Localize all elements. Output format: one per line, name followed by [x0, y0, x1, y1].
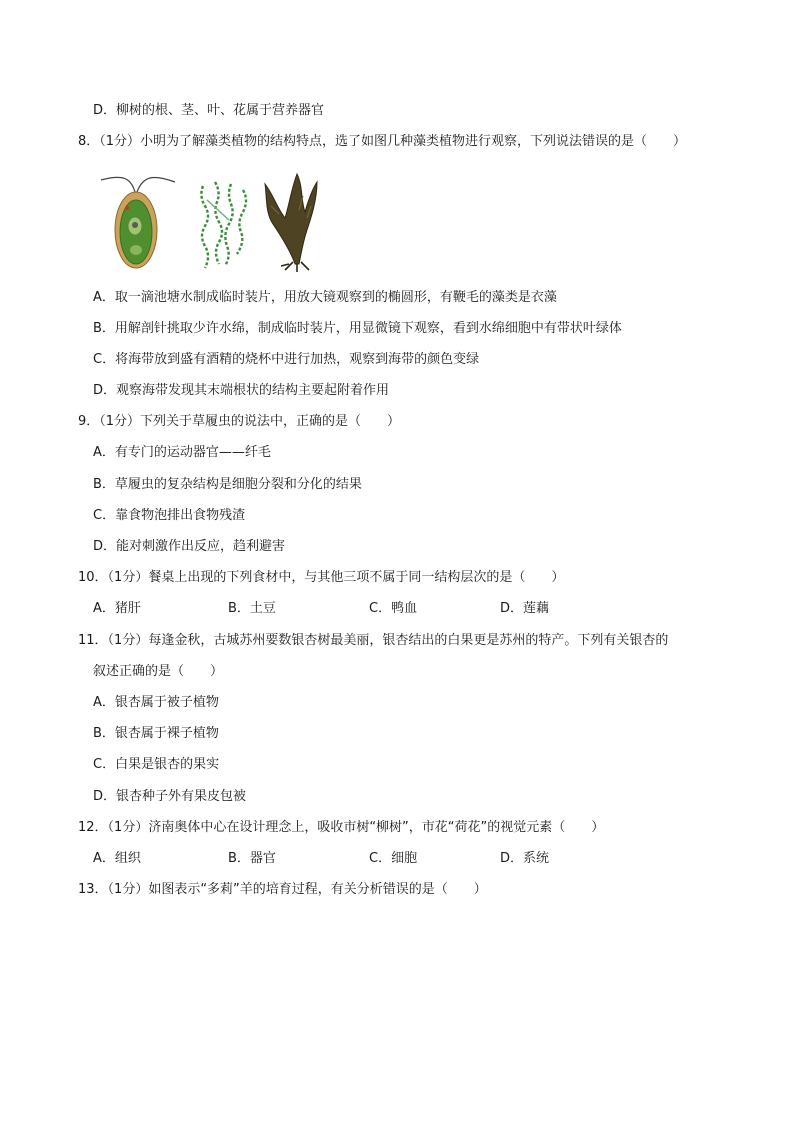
- q9-option-a: A．有专门的运动器官——纤毛: [93, 445, 271, 460]
- q10-options: [93, 600, 653, 618]
- q10-option-a: A．猪肝: [93, 601, 141, 616]
- q13-stem: 13．（1分）如图表示“多莉”羊的培育过程，有关分析错误的是（ ）: [78, 882, 487, 897]
- kelp-icon: [265, 174, 317, 272]
- q9-option-c: C．靠食物泡排出食物残渣: [93, 508, 246, 523]
- q11-stem-continued: 叙述正确的是（ ）: [93, 664, 224, 679]
- q8-option-c: C．将海带放到盛有酒精的烧杯中进行加热，观察到海带的颜色变绿: [93, 352, 480, 367]
- q12-option-a: A．组织: [93, 851, 141, 866]
- q9-option-d: D．能对刺激作出反应，趋利避害: [93, 539, 286, 554]
- q8-stem: 8．（1分）小明为了解藻类植物的结构特点，选了如图几种藻类植物进行观察，下列说法错误的是（ ）: [78, 134, 687, 149]
- q12-option-d: D．系统: [500, 851, 550, 866]
- q11-option-d: D．银杏种子外有果皮包被: [93, 789, 247, 804]
- q8-option-d: D．观察海带发现其末端根状的结构主要起附着作用: [93, 383, 390, 398]
- q8-option-a: A．取一滴池塘水制成临时装片，用放大镜观察到的椭圆形，有鞭毛的藻类是衣藻: [93, 290, 557, 305]
- q11-option-a: A．银杏属于被子植物: [93, 695, 219, 710]
- q11-option-b: B．银杏属于裸子植物: [93, 726, 219, 741]
- q10-option-d: D．莲藕: [500, 601, 550, 616]
- chlamydomonas-icon: [101, 177, 175, 268]
- q11-stem: 11．（1分）每逢金秋，古城苏州要数银杏树最美丽，银杏结出的白果更是苏州的特产。下列有关银杏的: [78, 633, 669, 648]
- spirogyra-icon: [201, 182, 246, 268]
- q12-option-c: C．细胞: [369, 851, 418, 866]
- q9-option-b: B．草履虫的复杂结构是细胞分裂和分化的结果: [93, 477, 362, 492]
- q7-option-d: D．柳树的根、茎、叶、花属于营养器官: [93, 103, 325, 118]
- q12-stem: 12．（1分）济南奥体中心在设计理念上，吸收市树“柳树”，市花“荷花”的视觉元素（ ）: [78, 820, 605, 835]
- q10-stem: 10．（1分）餐桌上出现的下列食材中，与其他三项不属于同一结构层次的是（ ）: [78, 570, 565, 585]
- q9-stem: 9．（1分）下列关于草履虫的说法中，正确的是（ ）: [78, 414, 401, 429]
- q11-option-c: C．白果是银杏的果实: [93, 757, 220, 772]
- q12-option-b: B．器官: [228, 851, 276, 866]
- q10-option-c: C．鸭血: [369, 601, 418, 616]
- q10-option-b: B．土豆: [228, 601, 276, 616]
- q8-option-b: B．用解剖针挑取少许水绵，制成临时装片，用显微镜下观察，看到水绵细胞中有带状叶绿体: [93, 321, 622, 336]
- q8-algae-figure: [95, 166, 325, 274]
- q12-options: [93, 850, 653, 868]
